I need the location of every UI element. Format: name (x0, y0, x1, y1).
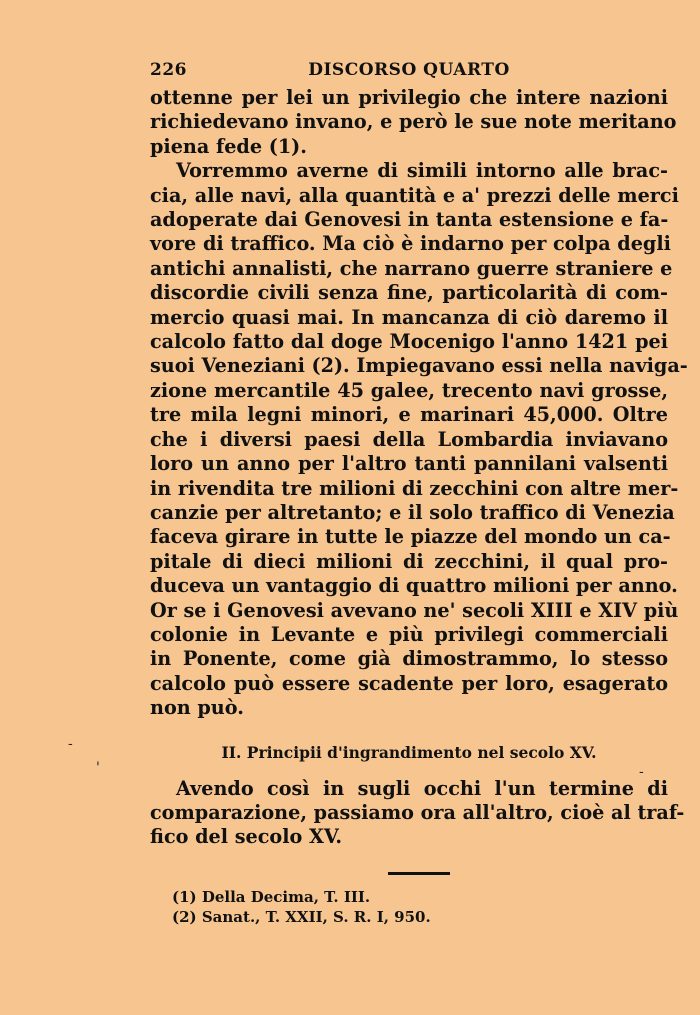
running-title: DISCORSO QUARTO (308, 60, 510, 80)
text-line: calcolo fatto dal doge Mocenigo l'anno 1421 pei (150, 330, 668, 354)
text-line: suoi Veneziani (2). Impiegavano essi nella naviga- (150, 354, 688, 378)
section-heading: II. Principii d'ingrandimento nel secolo XV. (221, 742, 597, 762)
text-line: che i diversi paesi della Lombardia inviavano (150, 427, 668, 451)
scan-speck: ' (96, 760, 100, 776)
text-line: adoperate dai Genovesi in tanta estensione e fa- (150, 208, 669, 232)
scan-speck: - (68, 736, 73, 752)
text-line: zione mercantile 45 galee, trecento navi grosse, (150, 378, 668, 402)
text-line: loro un anno per l'altro tanti pannilani valsenti (150, 452, 668, 476)
paragraph-3 (150, 776, 685, 850)
text-line: fico del secolo XV. (150, 825, 343, 849)
text-line: duceva un vantaggio di quattro milioni per anno. (150, 574, 678, 598)
text-line: calcolo può essere scadente per loro, esagerato (150, 671, 668, 695)
text-line: cia, alle navi, alla quantità e a' prezzi delle merci (150, 183, 679, 207)
text-line: mercio quasi mai. In mancanza di ciò daremo il (150, 305, 668, 329)
text-line: in rivendita tre milioni di zecchini con altre mer- (150, 476, 679, 500)
text-line: pitale di dieci milioni di zecchini, il qual pro- (150, 549, 668, 573)
text-line: antichi annalisti, che narrano guerre straniere e (150, 256, 673, 280)
text-line: Avendo così in sugli occhi l'un termine di (176, 776, 668, 800)
text-line: vore di traffico. Ma ciò è indarno per colpa degli (150, 232, 671, 256)
text-line: non può. (150, 696, 244, 720)
footnote-rule (388, 872, 450, 875)
text-line: Vorremmo averne di simili intorno alle brac- (176, 159, 668, 183)
paragraph-1 (150, 86, 677, 159)
text-line: ottenne per lei un privilegio che intere nazioni (150, 86, 668, 109)
text-line: faceva girare in tutte le piazze del mondo un ca- (150, 525, 671, 549)
page-number: 226 (150, 60, 187, 80)
running-head (150, 60, 668, 86)
text-line: Or se i Genovesi avevano ne' secoli XIII e XIV più (150, 598, 679, 622)
text-line: piena fede (1). (150, 134, 307, 158)
book-page (150, 60, 688, 927)
footnotes (150, 887, 668, 927)
paragraph-2 (150, 159, 688, 720)
text-line: tre mila legni minori, e marinari 45,000. Oltre (150, 403, 668, 427)
footnote: (1) Della Decima, T. III. (172, 887, 371, 906)
text-line: colonie in Levante e più privilegi commerciali (150, 622, 668, 646)
footnote: (2) Sanat., T. XXII, S. R. I, 950. (172, 907, 431, 926)
text-line: in Ponente, come già dimostrammo, lo stesso (150, 647, 668, 671)
text-line: canzie per altretanto; e il solo traffico di Venezia (150, 500, 675, 524)
text-line: discordie civili senza fine, particolarità di com- (150, 281, 668, 305)
text-line: comparazione, passiamo ora all'altro, cioè al traf- (150, 800, 685, 824)
scan-speck: - (639, 764, 644, 780)
text-line: richiedevano invano, e però le sue note meritano (150, 110, 677, 134)
